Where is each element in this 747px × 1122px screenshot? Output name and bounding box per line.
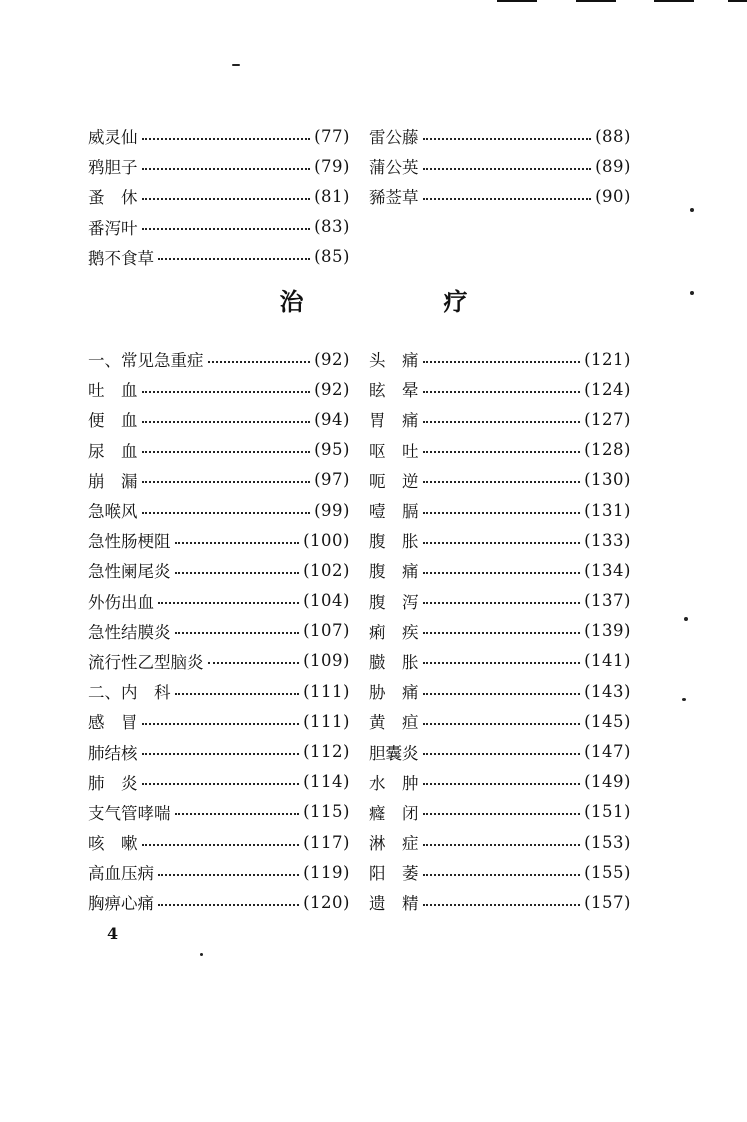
toc-entry-title: 鸦胆子: [88, 158, 138, 178]
toc-entry-page: (155): [584, 862, 631, 882]
toc-entry-page: (102): [303, 560, 350, 580]
toc-entry: [88, 242, 350, 272]
toc-entry-page: (131): [584, 500, 631, 520]
dot-leader: [142, 511, 311, 514]
toc-entry-title: 噎 膈: [369, 502, 419, 522]
toc-entry-title: 阳 萎: [369, 864, 419, 884]
toc-entry: [88, 857, 350, 887]
toc-entry-title: 呕 吐: [369, 441, 419, 461]
toc-top-left-column: [88, 121, 350, 272]
dot-leader: [142, 137, 311, 140]
dot-leader: [423, 197, 592, 200]
header-rule: [576, 0, 616, 2]
dot-leader: [142, 752, 300, 755]
toc-entry-page: (151): [584, 802, 631, 822]
toc-entry-title: 威灵仙: [88, 128, 138, 148]
toc-entry: [369, 374, 631, 404]
toc-entry-page: (97): [314, 470, 350, 490]
toc-entry-page: (83): [314, 217, 350, 237]
toc-entry: [369, 797, 631, 827]
toc-entry-title: 胸痹心痛: [88, 894, 154, 914]
toc-entry-page: (77): [314, 126, 350, 146]
toc-entry-page: (85): [314, 247, 350, 267]
toc-entry: [369, 525, 631, 555]
toc-entry-title: 呃 逆: [369, 471, 419, 491]
dot-leader: [423, 360, 581, 363]
toc-entry-page: (107): [303, 621, 350, 641]
toc-entry-page: (94): [314, 409, 350, 429]
toc-entry: [369, 181, 631, 211]
toc-entry-page: (134): [584, 560, 631, 580]
toc-entry-title: 急性肠梗阻: [88, 532, 171, 552]
page-number: 4: [107, 924, 119, 943]
header-rule: [728, 0, 747, 2]
toc-entry-page: (90): [595, 186, 631, 206]
toc-entry-page: (111): [303, 711, 350, 731]
toc-entry: [369, 857, 631, 887]
toc-entry: [369, 151, 631, 181]
toc-entry-page: (124): [584, 379, 631, 399]
dot-leader: [142, 197, 311, 200]
dot-leader: [142, 480, 311, 483]
toc-entry-page: (133): [584, 530, 631, 550]
dot-leader: [158, 873, 299, 876]
dot-leader: [423, 511, 581, 514]
toc-entry-title: 胆囊炎: [369, 743, 419, 763]
dot-leader: [423, 873, 581, 876]
toc-entry-page: (145): [584, 711, 631, 731]
toc-entry-page: (81): [314, 186, 350, 206]
dot-leader: [208, 360, 311, 363]
toc-entry-page: (88): [595, 126, 631, 146]
toc-entry-title: 咳 嗽: [88, 834, 138, 854]
scan-speck: [684, 617, 688, 621]
toc-entry: [88, 525, 350, 555]
toc-entry-title: 腹 痛: [369, 562, 419, 582]
toc-entry-title: 腹 泻: [369, 592, 419, 612]
dot-leader: [423, 812, 581, 815]
toc-entry-page: (139): [584, 621, 631, 641]
dot-leader: [142, 390, 311, 393]
dot-leader: [423, 541, 581, 544]
toc-entry: [369, 646, 631, 676]
toc-entry: [88, 181, 350, 211]
toc-entry-page: (114): [303, 772, 350, 792]
toc-entry: [369, 586, 631, 616]
toc-entry-title: 便 血: [88, 411, 138, 431]
dot-leader: [423, 752, 581, 755]
toc-entry: [369, 344, 631, 374]
dot-leader: [423, 420, 581, 423]
toc-entry: [369, 706, 631, 736]
toc-entry-page: (111): [303, 681, 350, 701]
toc-entry-title: 流行性乙型脑炎: [88, 652, 204, 672]
toc-entry-title: 支气管哮喘: [88, 803, 171, 823]
scan-speck: [200, 953, 203, 956]
toc-entry-title: 痢 疾: [369, 622, 419, 642]
dot-leader: [158, 601, 299, 604]
toc-entry: [88, 212, 350, 242]
toc-entry: [369, 616, 631, 646]
dot-leader: [423, 137, 592, 140]
toc-entry-title: 臌 胀: [369, 652, 419, 672]
toc-entry-title: 肺结核: [88, 743, 138, 763]
dot-leader: [423, 390, 581, 393]
toc-entry: [88, 495, 350, 525]
section-title: 治 疗: [279, 287, 526, 316]
dot-leader: [423, 601, 581, 604]
dot-leader: [142, 843, 300, 846]
toc-entry-title: 黄 疸: [369, 713, 419, 733]
dot-leader: [423, 843, 581, 846]
toc-entry: [88, 465, 350, 495]
toc-entry: [369, 465, 631, 495]
toc-entry: [88, 827, 350, 857]
toc-entry: [369, 495, 631, 525]
toc-entry-page: (92): [314, 349, 350, 369]
dot-leader: [175, 571, 300, 574]
toc-entry-page: (127): [584, 409, 631, 429]
toc-entry: [369, 404, 631, 434]
toc-entry: [88, 797, 350, 827]
dot-leader: [423, 571, 581, 574]
toc-entry: [88, 767, 350, 797]
toc-entry-title: 番泻叶: [88, 218, 138, 238]
toc-entry-page: (153): [584, 832, 631, 852]
toc-entry: [369, 555, 631, 585]
toc-entry: [369, 121, 631, 151]
dot-leader: [158, 257, 310, 260]
toc-entry-title: 肺 炎: [88, 773, 138, 793]
toc-entry: [369, 676, 631, 706]
toc-top-right-column: [369, 121, 631, 212]
toc-entry-page: (128): [584, 440, 631, 460]
toc-entry-page: (92): [314, 379, 350, 399]
toc-entry: [88, 121, 350, 151]
toc-entry-page: (149): [584, 772, 631, 792]
toc-entry-title: 淋 症: [369, 834, 419, 854]
dot-leader: [423, 631, 581, 634]
toc-entry: [88, 344, 350, 374]
dot-leader: [142, 227, 311, 230]
toc-entry-title: 眩 晕: [369, 381, 419, 401]
toc-entry-title: 蒲公英: [369, 158, 419, 178]
toc-entry-page: (112): [303, 742, 350, 762]
toc-entry-title: 尿 血: [88, 441, 138, 461]
toc-entry: [88, 736, 350, 766]
toc-entry: [369, 767, 631, 797]
toc-entry-title: 急性结膜炎: [88, 622, 171, 642]
toc-entry-title: 遗 精: [369, 894, 419, 914]
dot-leader: [142, 420, 311, 423]
dot-leader: [423, 692, 581, 695]
toc-entry: [369, 736, 631, 766]
toc-entry-title: 急喉风: [88, 502, 138, 522]
toc-entry-page: (89): [595, 156, 631, 176]
dot-leader: [423, 903, 581, 906]
toc-entry: [88, 706, 350, 736]
toc-entry-page: (109): [303, 651, 350, 671]
toc-entry-page: (147): [584, 742, 631, 762]
toc-entry-title: 鹅不食草: [88, 248, 154, 268]
toc-entry: [369, 887, 631, 917]
toc-entry-page: (95): [314, 440, 350, 460]
toc-entry-page: (79): [314, 156, 350, 176]
scan-speck: [690, 208, 694, 212]
toc-entry-page: (137): [584, 591, 631, 611]
toc-entry-title: 胁 痛: [369, 683, 419, 703]
dot-leader: [142, 722, 300, 725]
toc-entry-page: (141): [584, 651, 631, 671]
toc-entry: [88, 555, 350, 585]
dot-leader: [158, 903, 299, 906]
header-rule: [654, 0, 694, 2]
toc-entry-page: (143): [584, 681, 631, 701]
dot-leader: [208, 661, 300, 664]
toc-entry: [88, 404, 350, 434]
toc-entry: [88, 374, 350, 404]
toc-entry-title: 高血压病: [88, 864, 154, 884]
dot-leader: [142, 167, 311, 170]
toc-entry-page: (115): [303, 802, 350, 822]
scan-speck: [690, 291, 694, 295]
toc-entry-page: (99): [314, 500, 350, 520]
toc-entry: [369, 827, 631, 857]
toc-bottom-right-column: [369, 344, 631, 918]
toc-entry-page: (120): [303, 892, 350, 912]
toc-entry-title: 二、内 科: [88, 683, 171, 703]
toc-entry-title: 感 冒: [88, 713, 138, 733]
toc-entry: [369, 435, 631, 465]
dot-leader: [142, 450, 311, 453]
toc-entry-page: (119): [303, 862, 350, 882]
dot-leader: [423, 661, 581, 664]
dot-leader: [142, 782, 300, 785]
toc-entry: [88, 887, 350, 917]
header-rule: [497, 0, 537, 2]
toc-entry-title: 一、常见急重症: [88, 351, 204, 371]
toc-entry: [88, 151, 350, 181]
toc-entry-page: (130): [584, 470, 631, 490]
toc-entry: [88, 435, 350, 465]
toc-entry-page: (104): [303, 591, 350, 611]
toc-bottom-left-column: [88, 344, 350, 918]
toc-entry-page: (117): [303, 832, 350, 852]
toc-entry-page: (100): [303, 530, 350, 550]
dot-leader: [423, 167, 592, 170]
scan-speck: [682, 698, 686, 701]
dot-leader: [423, 782, 581, 785]
toc-entry: [88, 676, 350, 706]
toc-entry-title: 吐 血: [88, 381, 138, 401]
toc-entry-title: 水 肿: [369, 773, 419, 793]
toc-entry-title: 头 痛: [369, 351, 419, 371]
dot-leader: [423, 450, 581, 453]
toc-entry: [88, 616, 350, 646]
toc-entry-title: 急性阑尾炎: [88, 562, 171, 582]
toc-entry-page: (121): [584, 349, 631, 369]
toc-entry: [88, 586, 350, 616]
dot-leader: [175, 541, 300, 544]
dot-leader: [175, 812, 300, 815]
toc-entry-title: 蚤 休: [88, 188, 138, 208]
toc-entry-page: (157): [584, 892, 631, 912]
toc-entry-title: 外伤出血: [88, 592, 154, 612]
dot-leader: [175, 692, 300, 695]
dot-leader: [423, 480, 581, 483]
toc-entry-title: 豨莶草: [369, 188, 419, 208]
toc-entry: [88, 646, 350, 676]
toc-entry-title: 癃 闭: [369, 803, 419, 823]
dot-leader: [175, 631, 300, 634]
toc-entry-title: 雷公藤: [369, 128, 419, 148]
dot-leader: [423, 722, 581, 725]
toc-entry-title: 腹 胀: [369, 532, 419, 552]
toc-entry-title: 崩 漏: [88, 471, 138, 491]
scan-speck: [232, 64, 240, 66]
toc-entry-title: 胃 痛: [369, 411, 419, 431]
